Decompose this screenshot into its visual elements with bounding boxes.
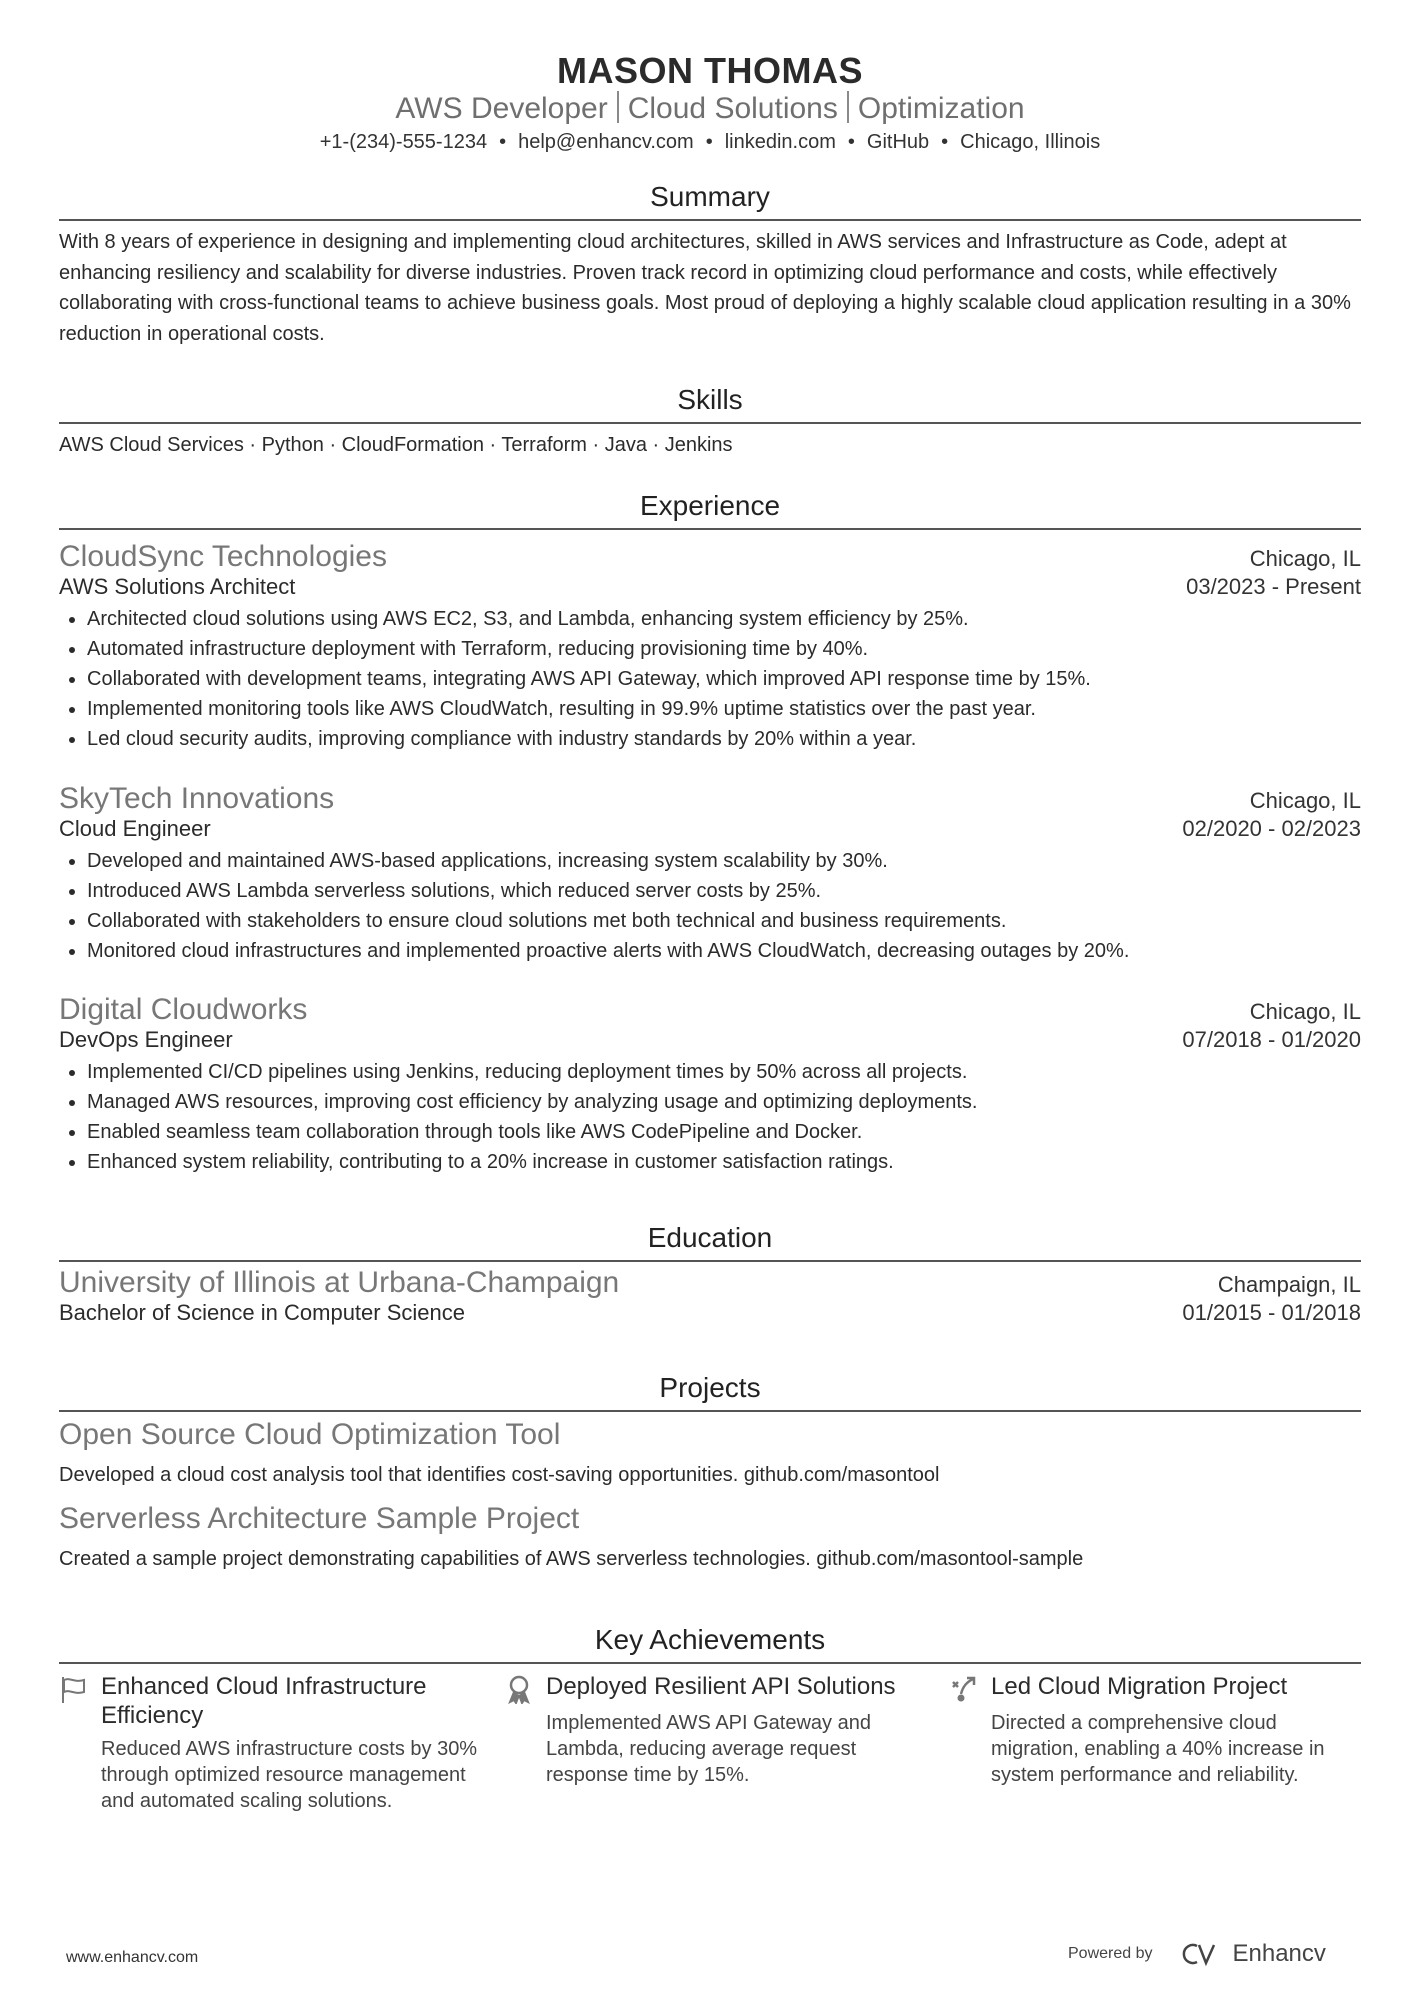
headline-item: Optimization [857,92,1025,125]
achievements-section [59,1623,1361,1664]
powered-by [1068,1940,1326,1968]
job-location: Chicago, IL [1249,999,1361,1024]
achievement-description: Implemented AWS API Gateway and Lambda, reducing average request response time by 15%. [546,1712,871,1786]
job-title: DevOps Engineer [59,1027,233,1052]
divider [617,91,619,123]
section-title: Education [647,1222,773,1253]
company-name: SkyTech Innovations [59,782,335,815]
job-entry [59,993,1361,1177]
section-divider [59,528,1361,530]
job-dates: 03/2023 - Present [1186,574,1361,599]
education-section [59,1221,1361,1326]
bullet: • Monitored cloud infrastructures and implemented proactive alerts with AWS CloudWatch, decreasing outages by 20%. [87,936,1361,966]
job-bullets [59,1057,1361,1177]
phone: +1-(234)-555-1234 [319,131,488,153]
bullet: • Architected cloud solutions using AWS EC2, S3, and Lambda, enhancing system efficiency by 25%. [87,604,1361,634]
bullet: • Collaborated with stakeholders to ensure cloud solutions met both technical and business requirements. [87,906,1361,936]
website-link[interactable]: www.enhancv.com [66,1949,199,1966]
section-divider [59,1410,1361,1412]
section-title: Summary [650,181,770,212]
achievement-title: Led Cloud Migration Project [991,1673,1288,1700]
education-dates: 01/2015 - 01/2018 [1182,1300,1361,1325]
job-dates: 07/2018 - 01/2020 [1182,1027,1361,1052]
job-entry [59,540,1361,754]
job-title: AWS Solutions Architect [59,574,296,599]
candidate-name: MASON THOMAS [557,50,863,91]
bullet: • Collaborated with development teams, integrating AWS API Gateway, which improved API response time by 15%. [87,664,1361,694]
achievement-title: Deployed Resilient API Solutions [546,1673,896,1700]
achievement-description: Directed a comprehensive cloud migration, enabling a 40% increase in system performance and reliability. [991,1712,1325,1786]
github-link[interactable]: GitHub [866,131,930,153]
section-title: Experience [639,490,781,521]
section-title: Skills [677,384,743,415]
powered-by-label: Powered by [1068,1945,1153,1962]
section-title: Key Achievements [594,1624,826,1655]
project-description: Created a sample project demonstrating capabilities of AWS serverless technologies. github.com/masontool-sample [59,1547,1084,1570]
location: Chicago, Illinois [960,131,1101,153]
job-title: Cloud Engineer [59,816,211,841]
award-ribbon-icon [504,1674,534,1704]
school-name: University of Illinois at Urbana-Champaign [59,1266,620,1299]
bullet: • Automated infrastructure deployment with Terraform, reducing provisioning time by 40%. [87,634,1361,664]
bullet: • Led cloud security audits, improving compliance with industry standards by 20% within a year. [87,724,1361,754]
bullet: • Implemented monitoring tools like AWS CloudWatch, resulting in 99.9% uptime statistics over the past year. [87,694,1361,724]
headline-item: Cloud Solutions [627,92,838,125]
enhancv-logo-icon [1179,1941,1225,1967]
job-bullets [59,846,1361,966]
achievement-item [504,1672,924,1788]
school-location: Champaign, IL [1217,1272,1361,1297]
section-divider [59,1260,1361,1262]
bullet: • Managed AWS resources, improving cost efficiency by analyzing usage and optimizing deployments. [87,1087,1361,1117]
bullet: • Introduced AWS Lambda serverless solutions, which reduced server costs by 25%. [87,876,1361,906]
achievement-title: Enhanced Cloud Infrastructure Efficiency [101,1673,427,1729]
job-entry [59,782,1361,966]
bullet: • Developed and maintained AWS-based applications, increasing system scalability by 30%. [87,846,1361,876]
brand-name: Enhancv [1232,1940,1326,1967]
project-name: Serverless Architecture Sample Project [59,1501,580,1535]
linkedin-link[interactable]: linkedin.com [724,131,836,153]
job-location: Chicago, IL [1249,788,1361,813]
flag-icon [59,1674,89,1704]
section-divider [59,1662,1361,1664]
company-name: Digital Cloudworks [59,993,308,1026]
achievement-description: Reduced AWS infrastructure costs by 30% through optimized resource management and automated scaling solutions. [101,1738,478,1812]
bullet: • Enabled seamless team collaboration through tools like AWS CodePipeline and Docker. [87,1117,1361,1147]
skills-section [59,383,1361,461]
section-title: Projects [659,1372,761,1403]
summary-section [59,180,1361,349]
email-link[interactable]: help@enhancv.com [518,131,694,153]
bullet: • Implemented CI/CD pipelines using Jenkins, reducing deployment times by 50% across all projects. [87,1057,1361,1087]
job-location: Chicago, IL [1249,546,1361,571]
skills-list: AWS Cloud Services · Python · CloudFormation · Terraform · Java · Jenkins [59,434,733,456]
contact-info: +1-(234)-555-1234 • help@enhancv.com • linkedin.com • GitHub • Chicago, Illinois [319,131,1101,153]
experience-section [59,489,1361,530]
job-bullets [59,604,1361,754]
achievement-item [59,1672,479,1814]
section-divider [59,219,1361,221]
projects-section [59,1371,1361,1574]
achievement-item [949,1672,1369,1788]
bullet: • Enhanced system reliability, contributing to a 20% increase in customer satisfaction ratings. [87,1147,1361,1177]
company-name: CloudSync Technologies [59,540,387,573]
section-divider [59,422,1361,424]
project-name: Open Source Cloud Optimization Tool [59,1418,561,1451]
degree: Bachelor of Science in Computer Science [59,1300,465,1325]
route-icon [949,1674,979,1704]
headline [59,91,1361,126]
headline-item: AWS Developer [395,92,608,125]
job-dates: 02/2020 - 02/2023 [1182,816,1361,841]
summary-text: With 8 years of experience in designing and implementing cloud architectures, skilled in AWS services and Infrastructure as Code, adept at enhancing resiliency and scalability for diverse industries. Proven track record in optimizing cloud performance and costs, while effectively collaborating with cross-functional teams to achieve business goals. Most proud of deploying a highly scalable cloud application resulting in a 30% reduction in operational costs. [59,231,1351,345]
project-description: Developed a cloud cost analysis tool that identifies cost-saving opportunities. github.com/masontool [59,1464,940,1486]
divider [847,91,849,123]
